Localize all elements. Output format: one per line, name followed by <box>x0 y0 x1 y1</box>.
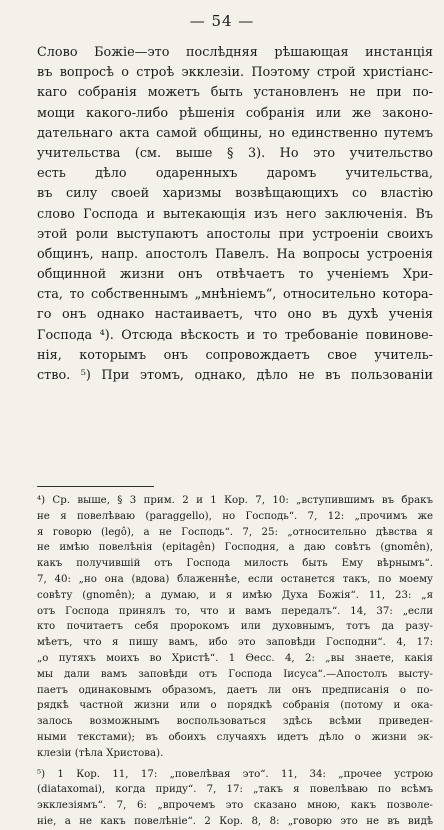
footnote-line: паетъ одинаковымъ образомъ, даетъ ли онъ предписанія о по- <box>37 684 433 696</box>
text-line: Слово Божіе—это послѣдняя рѣшающая инстанція <box>37 45 433 60</box>
footnote-divider <box>37 486 154 487</box>
text-line: го онъ однако настаиваетъ, что оно въ духѣ ученія <box>37 307 433 323</box>
footnote-line: кто почитаетъ себя пророкомъ или духовнымъ, тотъ да разу- <box>37 621 433 633</box>
footnotes <box>37 493 433 830</box>
text-line: въ вопросѣ о строѣ экклезіи. Поэтому строй христіанс- <box>37 65 433 81</box>
footnote-line: ными текстами); въ обоихъ случаяхъ идетъ дѣло о жизни эк- <box>37 731 433 743</box>
footnote-line: залось возможнымъ воспользоваться здѣсь всѣми приведен- <box>37 716 433 728</box>
footnote-line: не я повелѣваю (paraggello), но Господь“. 7, 12: „прочимъ же <box>37 510 433 522</box>
footnote-line: „о путяхъ моихъ во Христѣ“. 1 Өесс. 4, 2: „вы знаете, какія <box>37 652 433 664</box>
page-number: — 54 — <box>189 12 255 30</box>
text-line: ста, то собственнымъ „мнѣніемъ“, относительно котора- <box>37 287 433 303</box>
text-line: этой роли выступаютъ апостолы при устроеніи своихъ <box>37 226 433 242</box>
footnote-line: ⁴) Ср. выше, § 3 прим. 2 и 1 Кор. 7, 10: „вступившимъ въ бракъ <box>37 495 433 506</box>
footnote-line: ⁵) 1 Кор. 11, 17: „повелѣвая это“. 11, 34: „прочее устрою <box>37 768 433 780</box>
text-line: каго собранія можетъ быть установленъ не при по- <box>37 85 433 101</box>
footnote-line: 7, 40: „но она (вдова) блаженнѣе, если останется такъ, по моему <box>37 573 433 585</box>
text-line: Господа ⁴). Отсюда вѣскость и то требованіе повинове- <box>37 327 433 343</box>
footnote-line: какъ получившій отъ Господа милость быть Ему вѣрнымъ“. <box>37 558 433 570</box>
text-line: общинъ, напр. апостолъ Павелъ. На вопросы устроенія <box>37 246 433 262</box>
footnote-line: мы дали вамъ заповѣди отъ Господа Іисуса“.—Апостолъ высту- <box>37 668 433 680</box>
text-line: мощи какого-либо рѣшенія собранія или же законо- <box>37 105 433 121</box>
text-line: учительства (см. выше § 3). Но это учительство <box>37 145 433 161</box>
footnote-line: отъ Господа принялъ то, что и вамъ передалъ“. 14, 37: „если <box>37 605 433 617</box>
footnote-line: я говорю (legô), а не Господь“. 7, 25: „относительно дѣвства я <box>37 526 433 538</box>
footnote-line: рядкѣ частной жизни или о порядкѣ собранія (потому и ока- <box>37 700 433 712</box>
footnote-line: клезіи (тѣла Христова). <box>37 747 164 759</box>
text-line: дательнаго акта самой общины, но единственно путемъ <box>37 125 433 141</box>
footnote-line: мѣетъ, что я пишу вамъ, ибо это заповѣди Господни“. 4, 17: <box>37 637 433 649</box>
footnote-4 <box>37 493 433 762</box>
footnote-line: не имѣю повелѣнія (epitagên) Господня, а даю совѣтъ (gnomên), <box>37 542 433 554</box>
main-text <box>37 43 433 386</box>
text-line: ство. ⁵) При этомъ, однако, дѣло не въ пользованіи <box>37 368 433 383</box>
footnote-line: экклезіямъ“. 7, 6: „впрочемъ это сказано мною, какъ позволе- <box>37 800 433 812</box>
text-line: слово Господа и вытекающія изъ него заключенія. Въ <box>37 206 433 222</box>
footnote-line: (diataxomai), когда приду“. 7, 17: „такъ я повелѣваю по всѣмъ <box>37 784 433 796</box>
footnote-line: совѣту (gnomên); а думаю, и я имѣю Духа Божія“. 11, 23: „я <box>37 589 433 601</box>
text-line: въ силу своей харизмы возвѣщающихъ со властію <box>37 186 433 202</box>
text-line: нія, которымъ онъ сопровождаетъ свое учитель- <box>37 347 433 363</box>
footnote-line: ніе, а не какъ повелѣніе“. 2 Кор. 8, 8: „говорю это не въ видѣ <box>37 815 433 827</box>
text-line: есть дѣло одаренныхъ даромъ учительства, <box>37 166 433 182</box>
text-line: общинной жизни онъ отвѣчаетъ то ученіемъ Хри- <box>37 267 433 283</box>
footnote-5 <box>37 767 433 830</box>
